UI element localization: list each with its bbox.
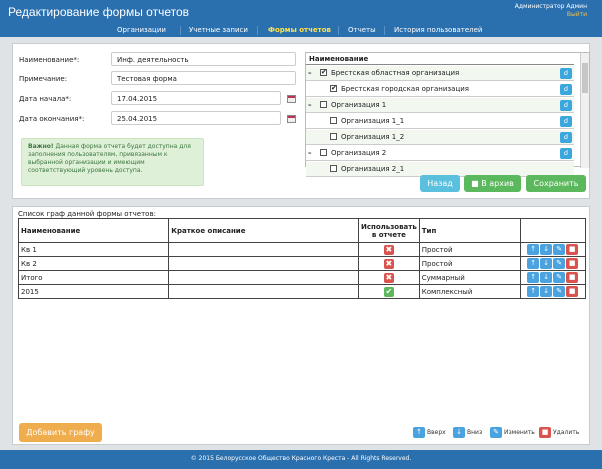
cell-actions [521, 271, 586, 285]
cell-desc [169, 271, 359, 285]
trash-icon[interactable]: ■ [566, 258, 578, 269]
table-row [19, 285, 586, 299]
legend-edit-label: Изменить [504, 429, 535, 436]
legend-delete [539, 427, 579, 438]
table-row [19, 271, 586, 285]
cell-type: Суммарный [419, 271, 521, 285]
cell-use [359, 243, 420, 257]
tree-row-label: Организация 1 [331, 101, 387, 109]
tree-checkbox[interactable]: ✔ [321, 68, 327, 76]
cell-use [359, 257, 420, 271]
col-header-name: Наименование [19, 219, 169, 243]
check-icon[interactable]: ✔ [385, 286, 393, 296]
legend-up [413, 427, 446, 438]
pencil-icon[interactable]: ✎ [553, 244, 565, 255]
col-header-use: Использовать в отчете [359, 219, 420, 243]
cell-actions [521, 285, 586, 299]
organization-tree [305, 52, 590, 173]
nav-reports[interactable]: Отчеты [348, 26, 376, 34]
search-icon[interactable]: ☌ [560, 100, 572, 111]
tree-row[interactable] [306, 146, 574, 161]
cell-desc [169, 243, 359, 257]
notice-text: Данная форма отчета будет доступна для заполнения пользователям, привязанным к выбранной организации и имеющим соответствующий уровень доступа. [28, 143, 191, 174]
arrow-down-icon: ↓ [453, 427, 465, 438]
table-row [19, 243, 586, 257]
arrow-up-icon[interactable]: ↑ [527, 258, 539, 269]
end-date-label: Дата окончания*: [19, 115, 85, 123]
col-header-actions [521, 219, 586, 243]
arrow-up-icon[interactable]: ↑ [527, 272, 539, 283]
archive-label: В архив [481, 179, 514, 188]
legend-down [453, 427, 482, 438]
tree-row[interactable] [306, 66, 574, 81]
cell-type: Комплексный [419, 285, 521, 299]
cell-type: Простой [419, 243, 521, 257]
cell-use [359, 285, 420, 299]
legend-edit [490, 427, 535, 438]
tree-checkbox[interactable] [320, 149, 327, 156]
back-button[interactable]: Назад [420, 175, 460, 192]
tree-row-label: Брестская областная организация [331, 69, 460, 77]
collapse-icon[interactable]: – [308, 69, 312, 77]
columns-table [18, 218, 586, 299]
tree-header [306, 53, 574, 65]
tree-row-label: Организация 1_2 [341, 133, 405, 141]
cell-actions [521, 243, 586, 257]
start-date-label: Дата начала*: [19, 95, 72, 103]
x-icon[interactable]: ✖ [385, 244, 393, 254]
nav-user-history[interactable]: История пользователей [394, 26, 483, 34]
table-header-row [19, 219, 586, 243]
calendar-icon[interactable] [287, 115, 296, 123]
arrow-up-icon: ↑ [413, 427, 425, 438]
calendar-icon[interactable] [287, 95, 296, 103]
search-icon[interactable]: ☌ [560, 68, 572, 79]
col-header-desc: Краткое описание [169, 219, 359, 243]
archive-icon: ■ [471, 179, 479, 188]
tree-checkbox[interactable] [320, 101, 327, 108]
cell-actions [521, 257, 586, 271]
logout-link[interactable]: Выйти [566, 11, 587, 18]
save-button[interactable]: Сохранить [526, 175, 586, 192]
tree-header-label: Наименование [309, 55, 369, 63]
pencil-icon[interactable]: ✎ [553, 258, 565, 269]
name-input[interactable]: Инф. деятельность [111, 52, 296, 66]
cell-name: 2015 [19, 285, 169, 299]
add-column-button[interactable]: Добавить графу [19, 423, 102, 442]
footer: © 2015 Белорусское Общество Красного Креста - All Rights Reserved. [0, 450, 602, 469]
pencil-icon[interactable]: ✎ [553, 272, 565, 283]
end-date-input[interactable]: 25.04.2015 [111, 111, 281, 125]
page-title: Редактирование формы отчетов [8, 5, 190, 19]
name-label: Наименование*: [19, 56, 80, 64]
tree-row-label: Организация 2_1 [341, 165, 405, 173]
cell-desc [169, 285, 359, 299]
tree-row-label: Организация 2 [331, 149, 387, 157]
main-nav [0, 24, 602, 37]
arrow-up-icon[interactable]: ↑ [527, 286, 539, 297]
nav-organizations[interactable]: Организации [117, 26, 166, 34]
trash-icon: ■ [539, 427, 551, 438]
table-row [19, 257, 586, 271]
note-label: Примечание: [19, 75, 68, 83]
x-icon[interactable]: ✖ [385, 258, 393, 268]
trash-icon[interactable]: ■ [566, 272, 578, 283]
tree-checkbox[interactable] [330, 133, 337, 140]
archive-button[interactable] [464, 175, 521, 192]
cell-name: Кв 1 [19, 243, 169, 257]
tree-checkbox[interactable] [330, 165, 337, 172]
cell-type: Простой [419, 257, 521, 271]
arrow-down-icon[interactable]: ↓ [540, 258, 552, 269]
tree-row[interactable] [306, 130, 574, 145]
tree-checkbox[interactable] [330, 117, 337, 124]
form-panel [12, 43, 590, 199]
columns-panel [12, 206, 590, 445]
legend-delete-label: Удалить [553, 429, 580, 436]
arrow-down-icon[interactable]: ↓ [540, 286, 552, 297]
tree-checkbox[interactable]: ✔ [331, 84, 337, 92]
notice-bold: Важно! [28, 143, 54, 150]
cell-use [359, 271, 420, 285]
collapse-icon[interactable]: – [308, 101, 312, 109]
search-icon[interactable]: ☌ [560, 116, 572, 127]
search-icon[interactable]: ☌ [560, 84, 572, 95]
trash-icon[interactable]: ■ [566, 286, 578, 297]
x-icon[interactable]: ✖ [385, 272, 393, 282]
search-icon[interactable]: ☌ [560, 132, 572, 143]
cell-name: Итого [19, 271, 169, 285]
tree-row[interactable] [306, 82, 574, 97]
arrow-up-icon[interactable]: ↑ [527, 244, 539, 255]
tree-row[interactable] [306, 98, 574, 113]
pencil-icon: ✎ [490, 427, 502, 438]
arrow-down-icon[interactable]: ↓ [540, 272, 552, 283]
tree-row[interactable] [306, 114, 574, 129]
cell-name: Кв 2 [19, 257, 169, 271]
tree-scrollbar[interactable] [580, 53, 589, 168]
note-input[interactable]: Тестовая форма [111, 71, 296, 85]
nav-accounts[interactable]: Учетные записи [189, 26, 248, 34]
col-header-type: Тип [419, 219, 521, 243]
legend-up-label: Вверх [427, 429, 446, 436]
arrow-down-icon[interactable]: ↓ [540, 244, 552, 255]
user-box [515, 3, 587, 19]
access-notice [21, 138, 204, 186]
user-name: Администратор Админ [514, 3, 587, 10]
collapse-icon[interactable]: – [308, 149, 312, 157]
start-date-input[interactable]: 17.04.2015 [111, 91, 281, 105]
trash-icon[interactable]: ■ [566, 244, 578, 255]
pencil-icon[interactable]: ✎ [553, 286, 565, 297]
tree-row-label: Организация 1_1 [341, 117, 405, 125]
table-title: Список граф данной формы отчетов: [18, 210, 156, 218]
search-icon[interactable]: ☌ [560, 148, 572, 159]
tree-row-label: Брестская городская организация [341, 85, 469, 93]
cell-desc [169, 257, 359, 271]
app-header [0, 0, 602, 24]
legend-down-label: Вниз [467, 429, 483, 436]
nav-report-forms[interactable]: Формы отчетов [268, 26, 331, 34]
